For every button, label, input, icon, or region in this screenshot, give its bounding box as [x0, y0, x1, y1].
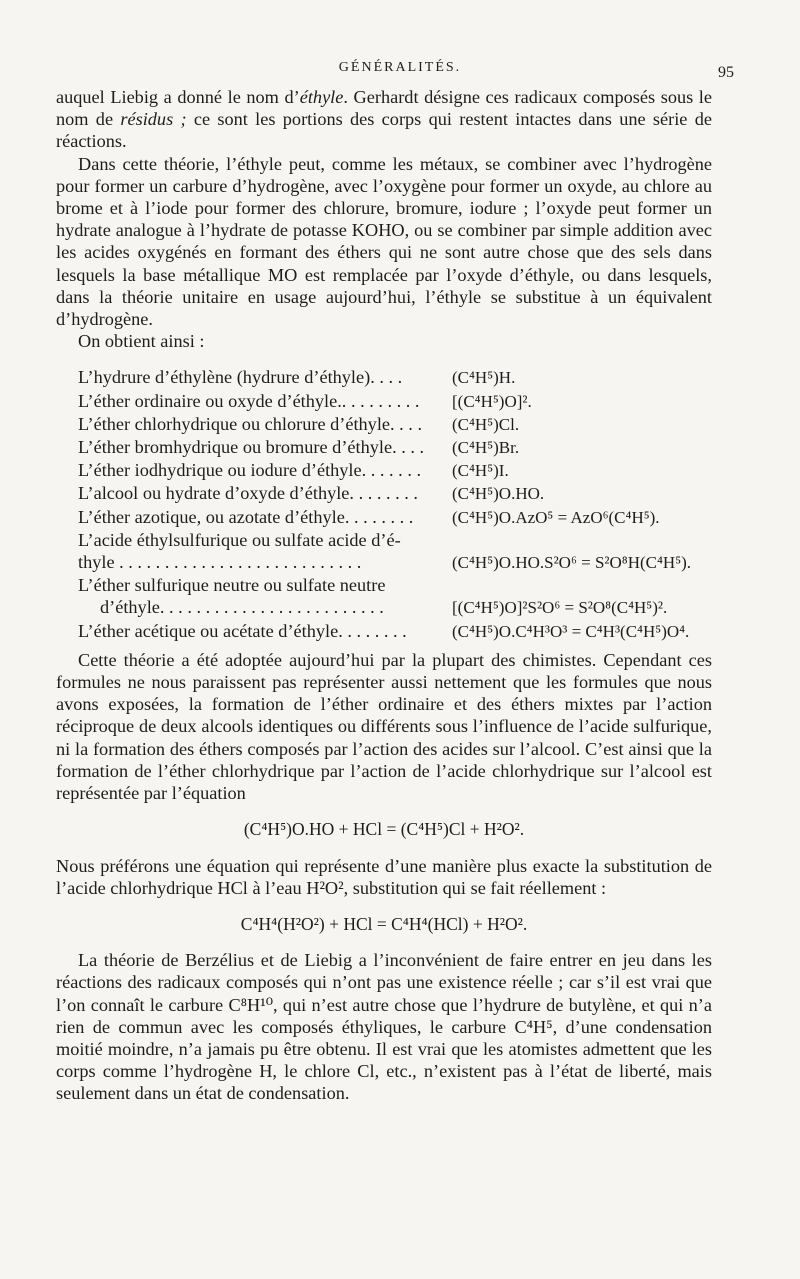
compound-formula: (C⁴H⁵)I.	[452, 461, 509, 481]
compound-row	[56, 436, 712, 459]
compound-row	[56, 506, 712, 529]
compound-name-line1: L’éther sulfurique neutre ou sulfate neutre	[78, 575, 386, 596]
body-text	[56, 86, 712, 1105]
compound-formula: (C⁴H⁵)O.AzO⁵ = AzO⁶(C⁴H⁵).	[452, 507, 660, 527]
compound-formula: (C⁴H⁵)H.	[452, 368, 516, 388]
compound-formula: [(C⁴H⁵)O]².	[452, 391, 532, 411]
compound-name-line1: L’acide éthylsulfurique ou sulfate acide d’é-	[78, 529, 401, 550]
compound-row-wrapped	[56, 529, 712, 551]
text-run: ce sont les portions des corps qui restent intactes dans une série de réactions.	[56, 109, 712, 152]
compound-row	[56, 620, 712, 643]
compound-name-line2: thyle . . . . . . . . . . . . . . . . . . . . . . . . . . .	[78, 552, 362, 573]
paragraph-4: Cette théorie a été adoptée aujourd’hui par la plupart des chimistes. Cependant ces formules ne nous paraissent pas représenter aussi nettement que les formules que nous avons exposées, la formation de l’éther ordinaire et des éthers mixtes par l’action réciproque de deux alcools identiques ou différents sous l’influence de l’acide sulfurique, ni la formation des éthers composés par l’action des acides sur l’alcool. C’est ainsi que la formation de l’éther chlorhydrique par l’action de l’acide chlorhydrique sur l’alcool est représentée par l’équation	[56, 649, 712, 804]
compound-formula: (C⁴H⁵)O.HO.S²O⁶ = S²O⁸H(C⁴H⁵).	[452, 553, 692, 573]
compound-name: L’éther chlorhydrique ou chlorure d’éthyle. . . .	[78, 413, 423, 434]
compound-list	[56, 366, 712, 642]
compound-formula: (C⁴H⁵)Cl.	[452, 414, 520, 434]
compound-name: L’hydrure d’éthylène (hydrure d’éthyle). . . .	[78, 367, 403, 388]
compound-name: L’éther acétique ou acétate d’éthyle. . . . . . . .	[78, 620, 407, 641]
compound-formula: (C⁴H⁵)Br.	[452, 438, 520, 458]
paragraph-1	[56, 86, 712, 153]
compound-row	[56, 413, 712, 436]
compound-name: L’éther azotique, ou azotate d’éthyle. . . . . . . .	[78, 506, 414, 527]
text-run: . Gerhardt désigne ces radicaux composés sous le nom de	[56, 87, 712, 130]
compound-row	[56, 366, 712, 389]
paragraph-6: La théorie de Berzélius et de Liebig a l’inconvénient de faire entrer en jeu dans les réactions des radicaux composés qui n’ont pas une existence réelle ; car s’il est vrai que l’on connaît le carbure C⁸H¹⁰, qui n’est autre chose que l’hydrure de butylène, et qui n’a rien de commun avec les composés éthyliques, le carbure C⁴H⁵, d’une condensation moitié moindre, n’a jamais pu être obtenu. Il est vrai que les atomistes admettent que les corps comme l’hydrogène H, le chlore Cl, etc., n’existent pas à l’état de liberté, mais seulement dans un état de condensation.	[56, 950, 712, 1104]
compound-row	[56, 551, 712, 574]
compound-name: L’alcool ou hydrate d’oxyde d’éthyle. . . . . . . .	[78, 483, 418, 504]
compound-name-line2: d’éthyle. . . . . . . . . . . . . . . . . . . . . . . . .	[100, 597, 384, 618]
italic-term-ethyle: éthyle	[299, 87, 344, 107]
running-title: GÉNÉRALITÉS.	[338, 60, 462, 75]
compound-name: L’éther bromhydrique ou bromure d’éthyle. . . .	[78, 437, 425, 458]
compound-name: L’éther ordinaire ou oxyde d’éthyle.. . . . . . . . .	[78, 390, 420, 411]
compound-row	[56, 482, 712, 505]
equation-1: (C⁴H⁵)O.HO + HCl = (C⁴H⁵)Cl + H²O².	[243, 819, 525, 840]
text-run: auquel Liebig a donné le nom d’	[56, 87, 300, 107]
equation-2: C⁴H⁴(H²O²) + HCl = C⁴H⁴(HCl) + H²O².	[240, 913, 528, 934]
compound-row	[56, 459, 712, 482]
page-number: 95	[718, 64, 734, 81]
paragraph-5: Nous préférons une équation qui représente d’une manière plus exacte la substitution de l’acide chlorhydrique HCl à l’eau H²O², substitution qui se fait réellement :	[56, 855, 712, 898]
paragraph-3: On obtient ainsi :	[78, 331, 205, 352]
italic-term-residus: résidus ;	[120, 109, 187, 130]
compound-row-wrapped	[56, 574, 712, 596]
compound-row	[56, 596, 712, 619]
compound-row	[56, 390, 712, 413]
compound-formula: (C⁴H⁵)O.HO.	[452, 484, 545, 504]
compound-formula: [(C⁴H⁵)O]²S²O⁶ = S²O⁸(C⁴H⁵)².	[452, 598, 668, 618]
compound-formula: (C⁴H⁵)O.C⁴H³O³ = C⁴H³(C⁴H⁵)O⁴.	[452, 621, 690, 641]
compound-name: L’éther iodhydrique ou iodure d’éthyle. . . . . . .	[78, 460, 422, 481]
paragraph-2: Dans cette théorie, l’éthyle peut, comme les métaux, se combiner avec l’hydrogène pour former un carbure d’hydrogène, avec l’oxygène pour former un oxyde, au chlore au brome et à l’iode pour former des chlorure, bromure, iodure ; l’oxyde peut former un hydrate analogue à l’hydrate de potasse KOHO, ou se combiner par simple addition avec les acides oxygénés en formant des éthers qui ne sont autre chose que des sels dans lesquels la base métallique MO est remplacée par l’oxyde d’éthyle, ou dans lesquels, dans la théorie unitaire en usage aujourd’hui, l’éthyle se substitue à un équivalent d’hydrogène.	[56, 153, 712, 330]
